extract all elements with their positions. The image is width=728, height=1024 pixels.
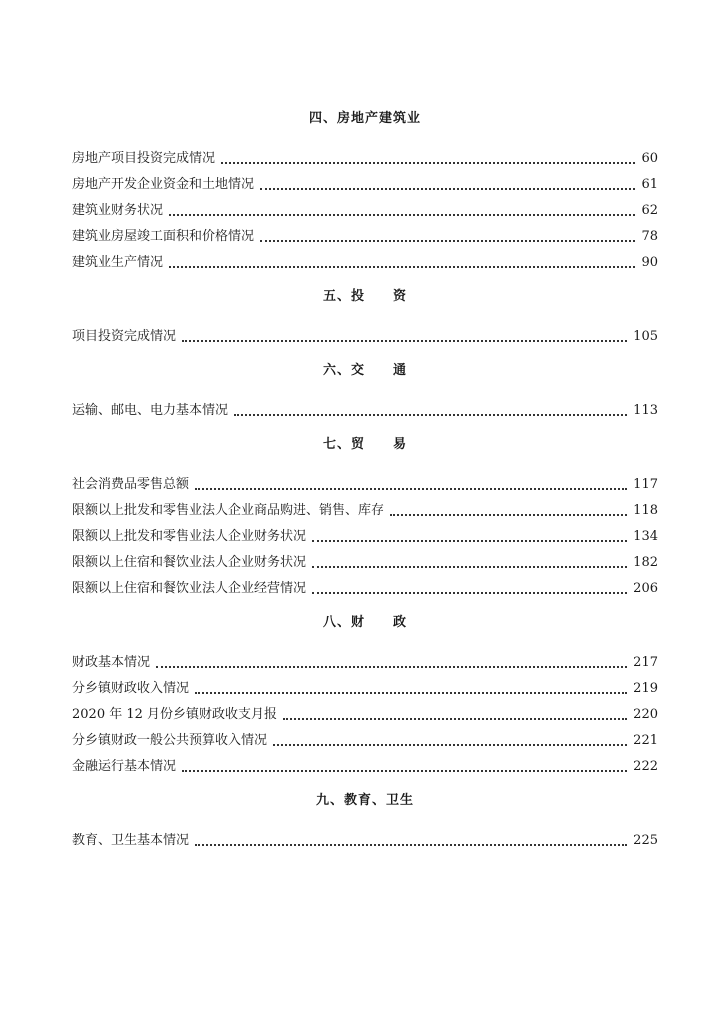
dot-leader [312,566,627,568]
entry-label: 房地产项目投资完成情况 [72,151,216,166]
toc-section-transport [72,360,658,424]
toc-entry[interactable] [72,324,658,350]
dot-leader [312,540,627,542]
entry-label: 限额以上批发和零售业法人企业财务状况 [72,529,307,544]
toc-entry[interactable] [72,702,658,728]
entry-page-number: 206 [633,581,658,596]
toc-entry[interactable] [72,224,658,250]
toc-section-trade [72,434,658,602]
dot-leader [156,666,627,668]
dot-leader [390,514,627,516]
entry-label: 限额以上住宿和餐饮业法人企业经营情况 [72,581,307,596]
entry-label: 分乡镇财政一般公共预算收入情况 [72,733,268,748]
toc-section-education-health [72,790,658,854]
entry-page-number: 60 [641,151,658,166]
toc-entry[interactable] [72,472,658,498]
entry-label: 社会消费品零售总额 [72,477,190,492]
entry-label: 财政基本情况 [72,655,151,670]
section-title: 五、投 资 [322,289,407,304]
entry-page-number: 113 [633,403,658,418]
entry-page-number: 225 [633,833,658,848]
entry-page-number: 62 [641,203,658,218]
entry-label: 建筑业财务状况 [72,203,164,218]
entry-page-number: 220 [633,707,658,722]
table-of-contents [72,108,658,864]
toc-entry[interactable] [72,198,658,224]
dot-leader [182,340,627,342]
toc-entry[interactable] [72,146,658,172]
entry-label: 限额以上批发和零售业法人企业商品购进、销售、库存 [72,503,385,518]
toc-entry[interactable] [72,650,658,676]
entry-page-number: 105 [633,329,658,344]
entry-page-number: 61 [641,177,658,192]
entry-label: 建筑业生产情况 [72,255,164,270]
dot-leader [169,266,635,268]
entry-page-number: 78 [641,229,658,244]
dot-leader [260,188,635,190]
toc-section-real-estate [72,108,658,276]
dot-leader [195,488,627,490]
entry-label: 分乡镇财政收入情况 [72,681,190,696]
dot-leader [195,844,627,846]
entry-label: 2020 年 12 月份乡镇财政收支月报 [72,707,278,722]
dot-leader [283,718,627,720]
entry-page-number: 222 [633,759,658,774]
entry-label: 限额以上住宿和餐饮业法人企业财务状况 [72,555,307,570]
section-title: 四、房地产建筑业 [308,111,421,126]
entry-page-number: 118 [633,503,658,518]
entry-label: 建筑业房屋竣工面积和价格情况 [72,229,255,244]
entry-page-number: 90 [641,255,658,270]
toc-entry[interactable] [72,576,658,602]
toc-entry[interactable] [72,828,658,854]
dot-leader [273,744,627,746]
entry-page-number: 221 [633,733,658,748]
entry-label: 金融运行基本情况 [72,759,177,774]
toc-entry[interactable] [72,498,658,524]
dot-leader [260,240,635,242]
dot-leader [169,214,635,216]
toc-entry[interactable] [72,754,658,780]
toc-entry[interactable] [72,676,658,702]
toc-entry[interactable] [72,550,658,576]
dot-leader [195,692,627,694]
dot-leader [234,414,627,416]
toc-entry[interactable] [72,728,658,754]
section-title: 六、交 通 [322,363,407,378]
entry-label: 项目投资完成情况 [72,329,177,344]
toc-entry[interactable] [72,524,658,550]
dot-leader [312,592,627,594]
section-title: 七、贸 易 [322,437,407,452]
section-title: 九、教育、卫生 [315,793,414,808]
entry-page-number: 182 [633,555,658,570]
entry-page-number: 219 [633,681,658,696]
dot-leader [221,162,635,164]
entry-page-number: 117 [633,477,658,492]
entry-page-number: 134 [633,529,658,544]
dot-leader [182,770,627,772]
entry-page-number: 217 [633,655,658,670]
toc-entry[interactable] [72,398,658,424]
section-title: 八、财 政 [322,615,407,630]
entry-label: 运输、邮电、电力基本情况 [72,403,229,418]
toc-entry[interactable] [72,172,658,198]
entry-label: 教育、卫生基本情况 [72,833,190,848]
toc-entry[interactable] [72,250,658,276]
toc-section-finance [72,612,658,780]
entry-label: 房地产开发企业资金和土地情况 [72,177,255,192]
toc-section-investment [72,286,658,350]
